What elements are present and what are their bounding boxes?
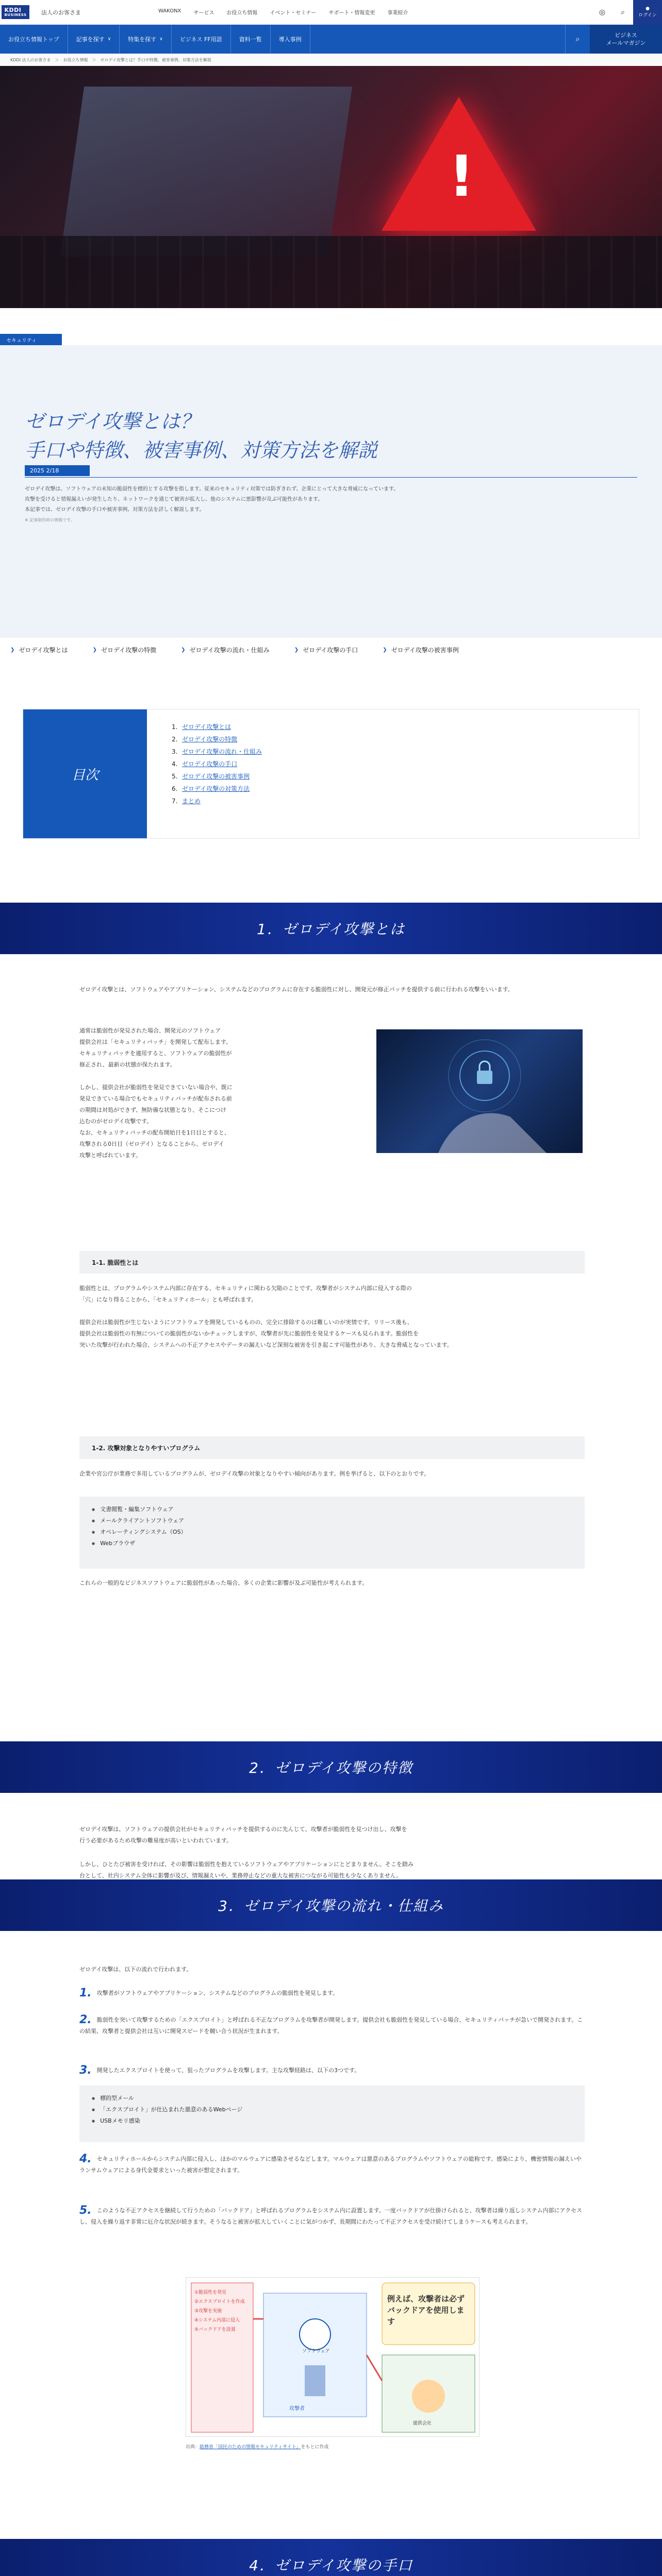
logo-mark: KDDI BUSINESS xyxy=(2,5,29,19)
toc-heading: 目次 xyxy=(23,709,147,838)
list-item: ● Webブラウザ xyxy=(92,1538,572,1549)
subnav-glossary[interactable]: ビジネス FF用語 xyxy=(172,25,231,54)
corp-label[interactable]: 法人のお客さま xyxy=(41,9,81,16)
top-nav xyxy=(158,8,420,16)
s1-sub1: 1-1. 脆弱性とは xyxy=(79,1251,585,1274)
nav-support[interactable]: サポート・情報変更 xyxy=(328,10,375,16)
chevron-right-icon: ❯ xyxy=(181,647,186,653)
attack-flow-diagram: ①脆弱性を発見 ②エクスプロイトを作成 ③攻撃を実施 ④システム内部に侵入 ⑤バックドアを設置 攻撃者 ソフトウェア 提供会社 例えば、攻撃者は必ずバックドアを使用します xyxy=(186,2277,479,2437)
chevron-right-icon: ❯ xyxy=(92,647,97,653)
s1-p2: 通常は脆弱性が発見された場合、開発元のソフトウェア 提供会社は「セキュリティパッチ」を開発して配布します。 セキュリティパッチを適用すると、ソフトウェアの脆弱性が 修正され、最新の状態が保たれます。 xyxy=(79,1027,232,1068)
anchor-5[interactable]: ❯ ゼロデイ攻撃の被害事例 xyxy=(383,646,459,654)
login-label: ログイン xyxy=(638,13,657,18)
program-list xyxy=(79,1497,585,1569)
search-icon[interactable]: ⌕ xyxy=(621,8,625,16)
source-link[interactable]: 総務省「国民のための情報セキュリティサイト」 xyxy=(200,2445,301,2450)
nav-useful[interactable]: お役立ち情報 xyxy=(226,10,258,16)
page-title: ゼロデイ攻撃とは？ 手口や特徴、被害事例、対策方法を解説 xyxy=(25,410,378,462)
s1-sub1-p2: 提供会社は脆弱性が生じないようにソフトウェアを開発しているものの、完全に排除するのは難しいのが実情です。リリース後も、 提供会社は脆弱性の有無についての脆弱性がないかチェックしますが、攻撃者が先に脆弱性を発見するケースも見られます。脆弱性を 突いた攻撃が行われた場合、システムへの不正アクセスやデータの漏えいなど深刻な被害を引き起こす可能性があり、大きな脅威となっています。 xyxy=(79,1319,453,1348)
date-divider xyxy=(25,477,637,478)
subnav-documents[interactable]: 資料一覧 xyxy=(231,25,271,54)
s3-intro: ゼロデイ攻撃は、以下の流れで行われます。 xyxy=(79,1966,192,1973)
keyboard-graphic xyxy=(0,236,662,308)
anchor-2[interactable]: ❯ ゼロデイ攻撃の特徴 xyxy=(92,646,157,654)
section-1-heading: 1．ゼロデイ攻撃とは xyxy=(0,903,662,954)
magazine-button[interactable]: ビジネス メールマガジン xyxy=(590,25,662,54)
toc-item[interactable]: 7. まとめ xyxy=(172,798,201,805)
s2-p1: ゼロデイ攻撃は、ソフトウェアの提供会社がセキュリティパッチを提供するのに先んじて、攻撃者が脆弱性を見つけ出し、攻撃を 行う必要があるため攻撃の難易度が高いといわれています。 xyxy=(79,1826,407,1844)
category-badge[interactable]: セキュリティ xyxy=(0,334,62,345)
nav-services[interactable]: サービス xyxy=(193,10,214,16)
crumb-useful[interactable]: お役立ち情報 xyxy=(63,57,88,62)
toc-item[interactable]: 4. ゼロデイ攻撃の手口 xyxy=(172,760,238,768)
chevron-right-icon: ❯ xyxy=(294,647,299,653)
step-4: 4. セキュリティホールからシステム内部に侵入し、ほかのマルウェアに感染させるなどします。マルウェアは悪意のあるプログラムやソフトウェアの総称です。感染により、機密情報の漏えいやランサムウェアによる身代金要求といった被害が想定されます。 xyxy=(79,2153,582,2174)
s1-p3: しかし、提供会社が脆弱性を発見できていない場合や、既に 発見できている場合でもセキュリティパッチが配布される前 の期間は対処ができず、無防備な状態となり、そこにつけ 込むのがゼロデイ攻撃です。 なお、セキュリティパッチの配布開始日を1日目とすると、 攻撃される0日目（ゼロデイ）となることから、ゼロデイ 攻撃と呼ばれています。 xyxy=(79,1084,233,1159)
global-header xyxy=(0,0,662,25)
toc-item[interactable]: 3. ゼロデイ攻撃の流れ・仕組み xyxy=(172,748,262,755)
chevron-down-icon: ∨ xyxy=(159,37,163,42)
figure-caption: 出典：総務省「国民のための情報セキュリティサイト」をもとに作成 xyxy=(186,2445,329,2450)
s1-sub2-p: 企業や官公庁が業務で多用しているプログラムが、ゼロデイ攻撃の対象となりやすい傾向があります。例を挙げると、以下のとおりです。 xyxy=(79,1470,430,1477)
diagram-bubble: 例えば、攻撃者は必ずバックドアを使用します xyxy=(387,2294,465,2326)
laptop-screen xyxy=(60,87,352,257)
crumb-home[interactable]: KDDI 法人のお客さま xyxy=(10,57,51,62)
section-4-heading: 4．ゼロデイ攻撃の手口 xyxy=(0,2539,662,2576)
chevron-right-icon: ❯ xyxy=(383,647,387,653)
subnav-cases[interactable]: 導入事例 xyxy=(271,25,310,54)
section-nav xyxy=(0,25,662,54)
globe-icon[interactable]: ◎ xyxy=(599,8,606,16)
cyber-hand-image xyxy=(376,1029,583,1153)
hero-image xyxy=(0,66,662,308)
section-2-heading: 2．ゼロデイ攻撃の特徴 xyxy=(0,1741,662,1793)
step-1: 1. 攻撃者がソフトウェアやアプリケーション、システムなどのプログラムの脆弱性を発見します。 xyxy=(79,1987,339,1999)
lead-note: ※ 記事制作時の情報です。 xyxy=(25,518,75,522)
shield-icon xyxy=(376,1029,583,1153)
user-icon: ● xyxy=(646,6,650,11)
list-item: ● USBメモリ感染 xyxy=(92,2115,572,2127)
chevron-right-icon: ❯ xyxy=(10,647,15,653)
breadcrumb xyxy=(0,54,662,66)
section-3-heading: 3．ゼロデイ攻撃の流れ・仕組み xyxy=(0,1879,662,1931)
step-2: 2. 脆弱性を突いて攻撃するための「エクスプロイト」と呼ばれる不正なプログラムを攻撃者が開発します。提供会社も脆弱性を発見している場合、セキュリティパッチが急いで開発されます。この結果、攻撃者と提供会社は互いに開発スピードを競い合う状況が生まれます。 xyxy=(79,2013,583,2035)
s1-p1: ゼロデイ攻撃とは、ソフトウェアやアプリケーション、システムなどのプログラムに存在する脆弱性に対し、開発元が修正パッチを提供する前に行われる攻撃をいいます。 xyxy=(79,986,514,993)
title-block xyxy=(0,345,662,638)
s1-sub1-p: 脆弱性とは、プログラムやシステム内部に存在する、セキュリティに関わる欠陥のことです。攻撃者がシステム内部に侵入する際の 「穴」になり得ることから、「セキュリティホール」とも呼ばれます。 xyxy=(79,1285,412,1303)
toc-item[interactable]: 6. ゼロデイ攻撃の対策方法 xyxy=(172,785,250,792)
anchor-3[interactable]: ❯ ゼロデイ攻撃の流れ・仕組み xyxy=(181,646,270,654)
login-button[interactable] xyxy=(633,0,662,25)
lead-text: ゼロデイ攻撃は、ソフトウェアの未知の脆弱性を標的とする攻撃を指します。従来のセキュリティ対策では防ぎきれず、企業にとって大きな脅威になっています。 攻撃を受けると情報漏えいが発生したり、ネットワークを通じて被害が拡大し、他のシステムに悪影響が及ぶ可能性があります。 本記事では、ゼロデイ攻撃の手口や被害事例、対策方法を詳しく解説します。 ※ 記事制作時の情報です。 xyxy=(25,484,637,526)
list-item: ● オペレーティングシステム（OS） xyxy=(92,1527,572,1538)
toc-item[interactable]: 5. ゼロデイ攻撃の被害事例 xyxy=(172,773,250,780)
list-item: ● 「エクスプロイト」が仕込まれた悪意のあるWebページ xyxy=(92,2104,572,2115)
list-item: ● メールクライアントソフトウェア xyxy=(92,1515,572,1527)
s1-sub2: 1-2. 攻撃対象となりやすいプログラム xyxy=(79,1436,585,1459)
toc-item[interactable]: 2. ゼロデイ攻撃の特徴 xyxy=(172,736,238,743)
s2-p2: しかし、ひとたび被害を受ければ、その影響は脆弱性を抱えているソフトウェアやアプリケーションにとどまりません。そこを踏み 台として、社内システム全体に影響が及び、情報漏えいや、業務停止などの重大な被害につながる可能性も少なくありません。 xyxy=(79,1861,413,1879)
exclamation-icon: ! xyxy=(449,143,475,209)
toc-item[interactable]: 1. ゼロデイ攻撃とは xyxy=(172,723,231,731)
step-3: 3. 開発したエクスプロイトを使って、狙ったプログラムを攻撃します。主な攻撃経路は、以下の3つです。 xyxy=(79,2064,360,2077)
vector-list xyxy=(79,2086,585,2142)
step-5: 5. このような不正アクセスを継続して行うための「バックドア」と呼ばれるプログラムをシステム内に設置します。一度バックドアが仕掛けられると、攻撃者は繰り返しシステム内部にアクセスし、侵入を繰り返す非常に厄介な状況が続きます。そうなると被害が拡大していくことに気がつかず、長期間にわたって不正アクセスを受け続けてしまうケースも考えられます。 xyxy=(79,2204,583,2225)
header-icons xyxy=(592,0,662,25)
crumb-sep: ＞ xyxy=(92,57,96,62)
crumb-current: ゼロデイ攻撃とは？手口や特徴、被害事例、対策方法を解説 xyxy=(100,57,211,62)
anchor-1[interactable]: ❯ ゼロデイ攻撃とは xyxy=(10,646,68,654)
subnav-articles[interactable]: 記事を探す ∨ xyxy=(68,25,120,54)
anchor-links xyxy=(0,638,662,662)
nav-wakonx[interactable]: WAKONX xyxy=(158,8,181,14)
list-item: ● 文書閲覧・編集ソフトウェア xyxy=(92,1504,572,1515)
chevron-down-icon: ∨ xyxy=(107,37,111,42)
subnav-features[interactable]: 特集を探す ∨ xyxy=(120,25,172,54)
crumb-sep: ＞ xyxy=(55,57,59,62)
nav-business[interactable]: 事業紹介 xyxy=(387,10,408,16)
table-of-contents xyxy=(23,709,639,839)
s1-after: これらの一般的なビジネスソフトウェアに脆弱性があった場合、多くの企業に影響が及ぶ可能性が考えられます。 xyxy=(79,1580,368,1586)
publish-date: 2025 2/18 xyxy=(25,465,90,476)
nav-events[interactable]: イベント・セミナー xyxy=(270,10,317,16)
subnav-top[interactable]: お役立ち情報トップ xyxy=(0,25,68,54)
kddi-logo[interactable] xyxy=(0,0,31,25)
list-item: ● 標的型メール xyxy=(92,2093,572,2104)
anchor-4[interactable]: ❯ ゼロデイ攻撃の手口 xyxy=(294,646,358,654)
search-icon[interactable]: ⌕ xyxy=(565,25,590,54)
